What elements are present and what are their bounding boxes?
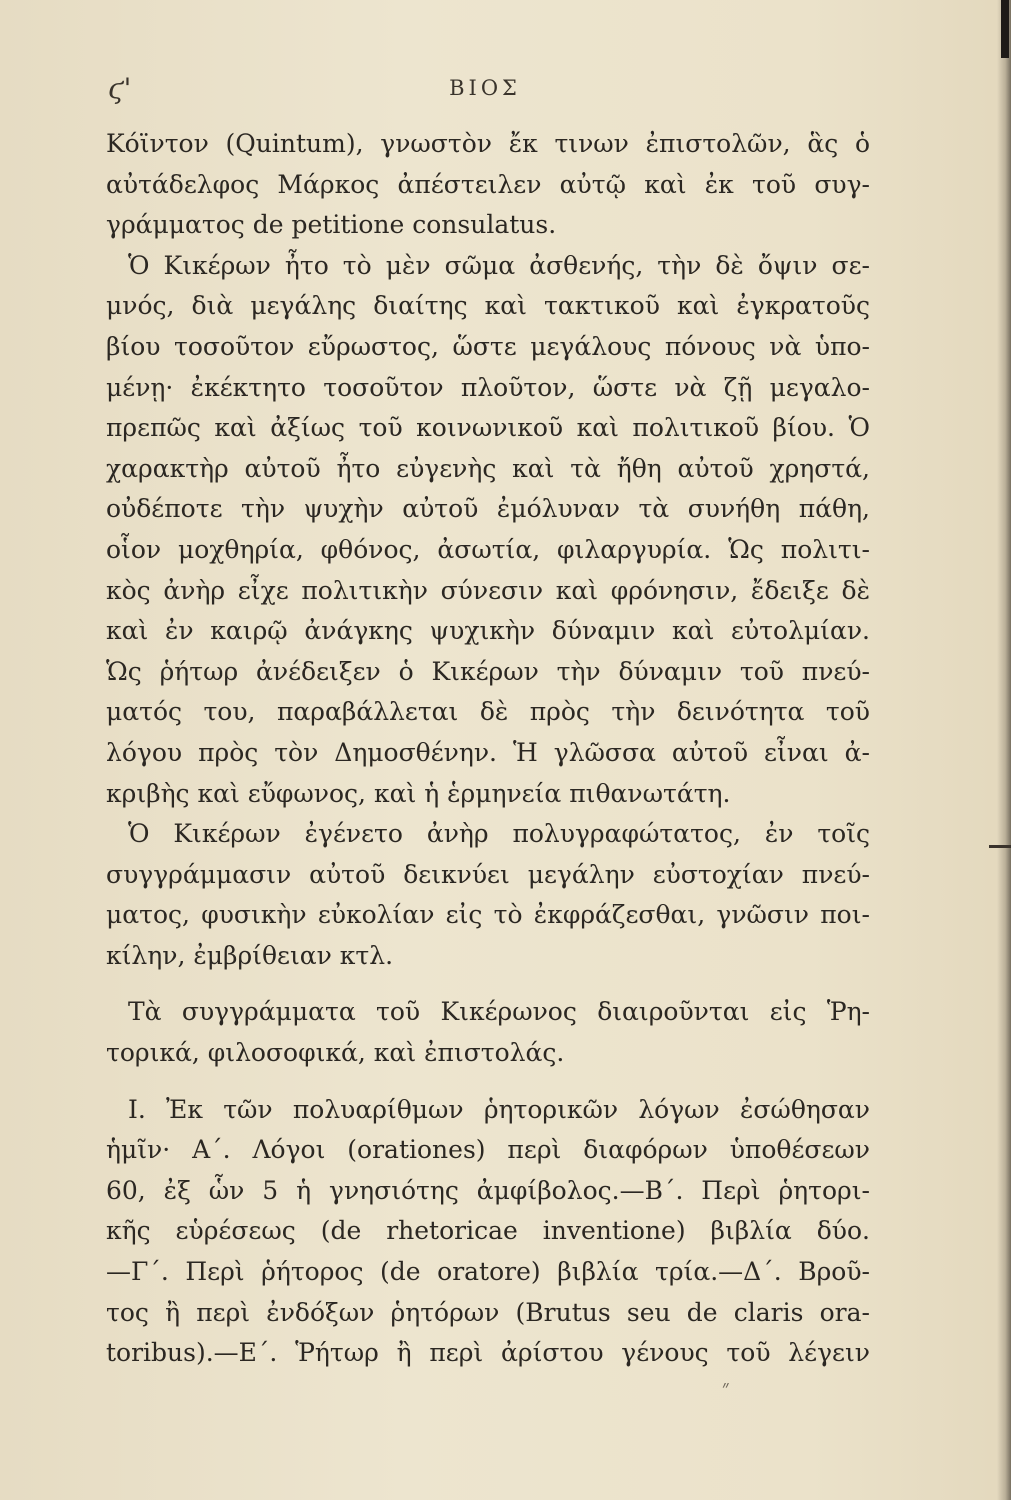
text-line: τορικά, φιλοσοφικά, καὶ ἐπιστολάς. [106,1038,565,1068]
text-line: I. Ἐκ τῶν πολυαρίθμων ῥητορικῶν λόγων ἐσώθησαν [128,1094,870,1124]
text-line: πρεπῶς καὶ ἀξίως τοῦ κοινωνικοῦ καὶ πολιτικοῦ βίου. Ὁ [106,413,870,443]
text-line: κίλην, ἐμβρίθειαν κτλ. [106,940,394,970]
text-line: λόγου πρὸς τὸν Δημοσθένην. Ἡ γλῶσσα αὐτοῦ εἶναι ἀ- [106,737,870,767]
text-line: οἷον μοχθηρία, φθόνος, ἀσωτία, φιλαργυρία. Ὡς πολιτι- [106,534,870,564]
text-line: ἡμῖν· Α΄. Λόγοι (orationes) περὶ διαφόρων ὑποθέσεων [106,1135,870,1165]
text-line: κριβὴς καὶ εὔφωνος, καὶ ἡ ἑρμηνεία πιθανωτάτη. [106,778,731,808]
text-line: χαρακτὴρ αὐτοῦ ἦτο εὐγενὴς καὶ τὰ ἤθη αὐτοῦ χρηστά, [106,453,870,483]
text-line: 60, ἐξ ὧν 5 ἡ γνησιότης ἀμφίβολος.—Β΄. Περὶ ῥητορι- [106,1175,870,1205]
page-edge-tick [989,845,1011,848]
text-line: ματός του, παραβάλλεται δὲ πρὸς τὴν δεινότητα τοῦ [106,697,870,727]
body-text [106,124,870,1374]
text-line: —Γ΄. Περὶ ῥήτορος (de oratore) βιβλία τρία.—Δ΄. Βροῦ- [106,1257,870,1287]
signature-mark: ״ [722,1375,730,1399]
text-line: αὐτάδελφος Μάρκος ἀπέστειλεν αὐτῷ καὶ ἐκ τοῦ συγ- [106,169,870,199]
page-number: ϛ' [108,72,132,105]
text-line: τος ἢ περὶ ἐνδόξων ῥητόρων (Brutus seu de claris ora- [106,1297,870,1327]
text-line: καὶ ἐν καιρῷ ἀνάγκης ψυχικὴν δύναμιν καὶ εὐτολμίαν. [106,616,870,646]
text-line: Ὁ Κικέρων ἦτο τὸ μὲν σῶμα ἀσθενής, τὴν δὲ ὄψιν σε- [128,250,870,280]
page-edge-shadow [997,0,1011,1500]
text-line: κὸς ἀνὴρ εἶχε πολιτικὴν σύνεσιν καὶ φρόνησιν, ἔδειξε δὲ [106,575,870,605]
text-line: Κόϊντον (Quintum), γνωστὸν ἔκ τινων ἐπιστολῶν, ἃς ὁ [106,129,870,158]
page-header [100,72,870,108]
text-line: ματος, φυσικὴν εὐκολίαν εἰς τὸ ἐκφράζεσθαι, γνῶσιν ποι- [106,900,870,930]
text-line: μένῃ· ἐκέκτητο τοσοῦτον πλοῦτον, ὥστε νὰ ζῇ μεγαλο- [106,372,870,402]
text-line: συγγράμμασιν αὐτοῦ δεικνύει μεγάλην εὐστοχίαν πνεύ- [106,859,870,889]
text-line: γράμματος de petitione consulatus. [106,210,557,240]
page-edge-mark [1001,0,1009,58]
running-title: ΒΙΟΣ [449,76,521,100]
text-line: οὐδέποτε τὴν ψυχὴν αὐτοῦ ἐμόλυναν τὰ συνήθη πάθη, [106,494,870,524]
text-line: κῆς εὑρέσεως (de rhetoricae inventione) βιβλία δύο. [106,1216,870,1246]
text-line: toribus).—Ε΄. Ῥήτωρ ἢ περὶ ἀρίστου γένους τοῦ λέγειν [106,1338,870,1368]
text-line: Τὰ συγγράμματα τοῦ Κικέρωνος διαιροῦνται εἰς Ῥη- [128,997,870,1027]
text-line: Ὡς ῥήτωρ ἀνέδειξεν ὁ Κικέρων τὴν δύναμιν τοῦ πνεύ- [106,656,870,686]
text-line: μνός, διὰ μεγάλης διαίτης καὶ τακτικοῦ καὶ ἐγκρατοῦς [106,291,870,321]
text-line: Ὁ Κικέρων ἐγένετο ἀνὴρ πολυγραφώτατος, ἐν τοῖς [128,819,870,849]
text-line: βίου τοσοῦτον εὔρωστος, ὥστε μεγάλους πόνους νὰ ὑπο- [106,331,870,361]
